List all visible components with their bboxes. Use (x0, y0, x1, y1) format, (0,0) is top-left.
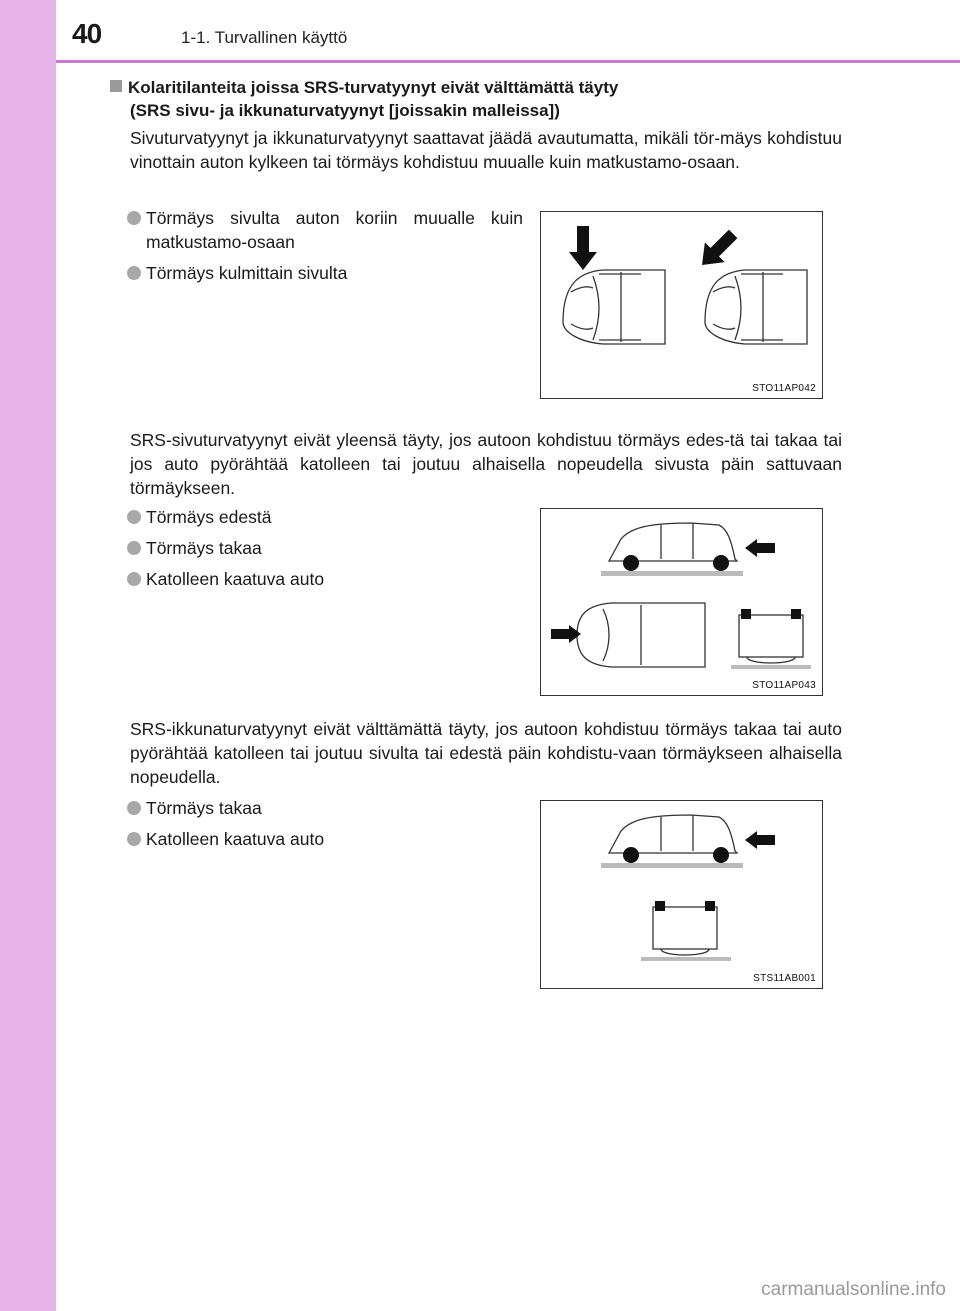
bullet-list-1 (127, 206, 523, 292)
heading-line-2: (SRS sivu- ja ikkunaturvatyynyt [joissakin malleissa]) (130, 101, 560, 120)
page-number: 40 (72, 18, 102, 49)
figure-side-impact (540, 211, 823, 399)
side-impact-illustration (541, 212, 822, 398)
bullet-dot-icon (127, 832, 141, 846)
paragraph-curtain-airbags: SRS-ikkunaturvatyynyt eivät välttämättä täyty, jos autoon kohdistuu törmäys takaa tai auto pyörähtää katolleen tai joutuu sivulta tai edestä päin kohdistu-vaan törmäykseen alhaisella nopeudella. (130, 719, 842, 787)
list-item (127, 827, 523, 851)
bullet-dot-icon (127, 211, 141, 225)
bullet-dot-icon (127, 510, 141, 524)
figure-front-rear-rollover (540, 508, 823, 696)
bullet-text: Törmäys sivulta auton koriin muualle kuin matkustamo-osaan (146, 208, 523, 252)
side-thumb-band (0, 0, 56, 1311)
bullet-text: Törmäys takaa (146, 538, 262, 558)
list-item (127, 261, 523, 285)
page-header (0, 0, 960, 62)
square-bullet-icon (110, 80, 122, 92)
bullet-text: Katolleen kaatuva auto (146, 569, 325, 589)
bullet-text: Katolleen kaatuva auto (146, 829, 325, 849)
paragraph-side-airbags: SRS-sivuturvatyynyt eivät yleensä täyty, jos autoon kohdistuu törmäys edes-tä tai takaa tai jos auto pyörähtää katolleen tai joutuu alhaisella nopeudella sivusta päin sattuvaan törmäykseen. (130, 430, 842, 498)
figure-code: STS11AB001 (753, 973, 816, 984)
list-item (127, 505, 523, 529)
bullet-text: Törmäys kulmittain sivulta (146, 263, 348, 283)
bullet-dot-icon (127, 801, 141, 815)
bullet-list-3 (127, 796, 523, 858)
heading-line-1: Kolaritilanteita joissa SRS-turvatyynyt eivät välttämättä täyty (128, 78, 619, 97)
bullet-dot-icon (127, 266, 141, 280)
figure-code: STO11AP042 (752, 383, 816, 394)
bullet-text: Törmäys takaa (146, 798, 262, 818)
list-item (127, 206, 523, 254)
rear-rollover-illustration (541, 801, 822, 988)
bullet-list-2 (127, 505, 523, 598)
watermark: carmanualsonline.info (761, 1279, 946, 1300)
section-heading (110, 76, 850, 122)
header-band-left (0, 0, 56, 62)
figure-rear-rollover (540, 800, 823, 989)
front-rear-rollover-illustration (541, 509, 822, 695)
intro-paragraph: Sivuturvatyynyt ja ikkunaturvatyynyt saattavat jäädä avautumatta, mikäli tör-mäys kohdistuu vinottain auton kylkeen tai törmäys kohdistuu muualle kuin matkustamo-osaan. (130, 128, 842, 172)
bullet-text: Törmäys edestä (146, 507, 272, 527)
bullet-dot-icon (127, 541, 141, 555)
list-item (127, 536, 523, 560)
bullet-dot-icon (127, 572, 141, 586)
figure-code: STO11AP043 (752, 680, 816, 691)
list-item (127, 796, 523, 820)
list-item (127, 567, 523, 591)
section-title: 1-1. Turvallinen käyttö (181, 28, 348, 47)
header-divider (56, 60, 960, 63)
